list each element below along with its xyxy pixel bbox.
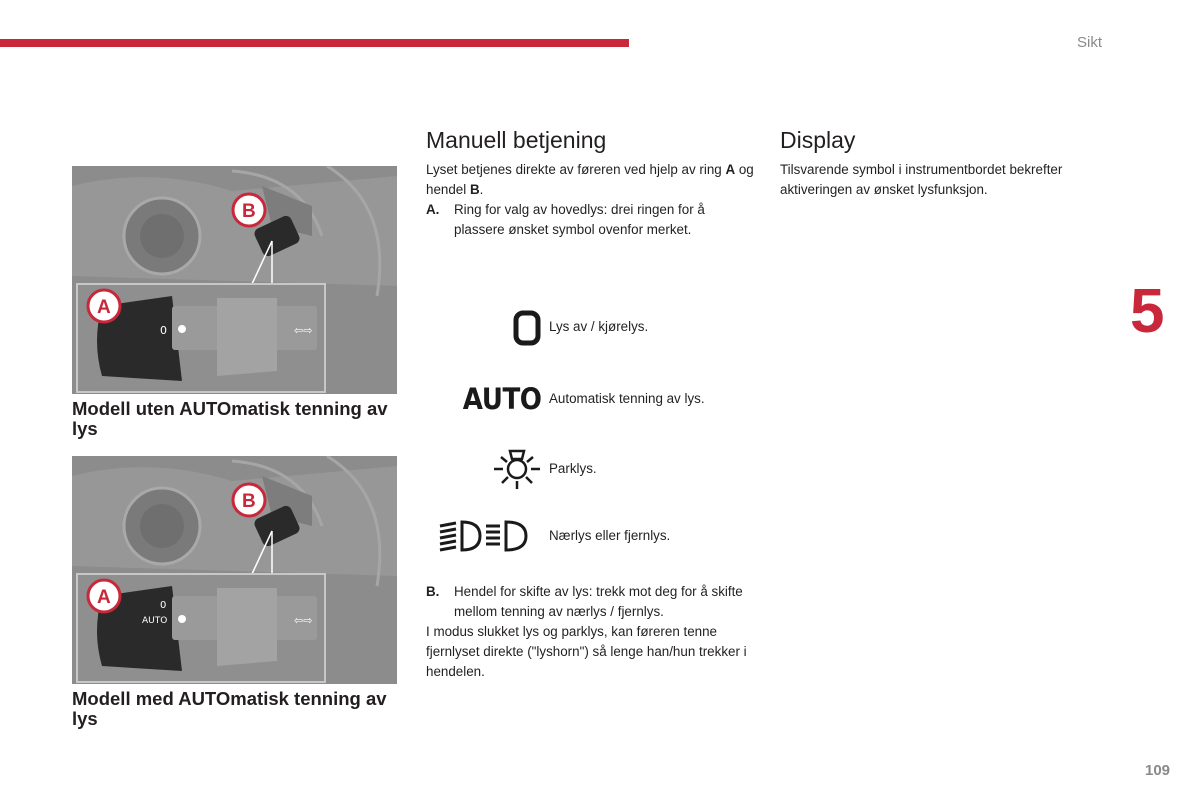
manual-lever-text bbox=[426, 582, 756, 682]
parking-lights-icon bbox=[492, 449, 542, 489]
ring-symbol-0: 0 bbox=[160, 324, 167, 337]
symbol-row-headlights bbox=[426, 516, 756, 556]
figure-stalk-without-auto bbox=[72, 166, 397, 394]
symbol-label: Automatisk tenning av lys. bbox=[549, 391, 705, 406]
callout-b: B bbox=[242, 491, 256, 512]
manual-intro bbox=[426, 160, 756, 240]
intro-paragraph: Lyset betjenes direkte av føreren ved hjelp av ring A og hendel B. bbox=[426, 162, 754, 197]
svg-text:⇦⇨: ⇦⇨ bbox=[294, 324, 313, 337]
symbol-label: Nærlys eller fjernlys. bbox=[549, 528, 671, 543]
callout-b: B bbox=[242, 201, 256, 222]
item-a: A. Ring for valg av hovedlys: drei ringen for å plassere ønsket symbol ovenfor merket. bbox=[426, 202, 705, 237]
symbol-label: Lys av / kjørelys. bbox=[549, 319, 649, 334]
callout-a: A bbox=[97, 587, 111, 608]
ring-symbol-0: 0 bbox=[160, 600, 167, 611]
chapter-number: 5 bbox=[1130, 277, 1165, 346]
symbol-row-lights-off bbox=[426, 308, 756, 348]
symbol-row-parking bbox=[426, 449, 756, 489]
figure-stalk-with-auto bbox=[72, 456, 397, 684]
lights-off-icon bbox=[512, 308, 542, 348]
callout-a: A bbox=[97, 297, 111, 318]
page-number: 109 bbox=[1145, 762, 1171, 779]
ring-symbol-auto: AUTO bbox=[142, 616, 168, 626]
auto-icon: AUTO bbox=[463, 382, 542, 416]
figure-caption: Modell uten AUTOmatisk tenning av lys bbox=[72, 398, 388, 439]
section-heading-manual: Manuell betjening bbox=[426, 127, 607, 153]
footnote-paragraph: I modus slukket lys og parklys, kan føreren tenne fjernlyset direkte ("lyshorn") så lenge han/hun trekker i hendelen. bbox=[426, 624, 747, 679]
item-b: B. Hendel for skifte av lys: trekk mot deg for å skifte mellom tenning av nærlys / fjernlys. bbox=[426, 584, 743, 619]
dipped-main-beam-icon bbox=[438, 516, 542, 556]
figure-caption: Modell med AUTOmatisk tenning av lys bbox=[72, 688, 387, 729]
symbol-label: Parklys. bbox=[549, 461, 597, 476]
svg-text:⇦⇨: ⇦⇨ bbox=[294, 614, 313, 627]
display-paragraph: Tilsvarende symbol i instrumentbordet bekrefter aktiveringen av ønsket lysfunksjon. bbox=[780, 162, 1063, 197]
header-accent-bar bbox=[0, 39, 629, 47]
section-heading-display: Display bbox=[780, 127, 856, 153]
symbol-row-auto bbox=[426, 379, 756, 419]
section-title: Sikt bbox=[1077, 34, 1103, 51]
